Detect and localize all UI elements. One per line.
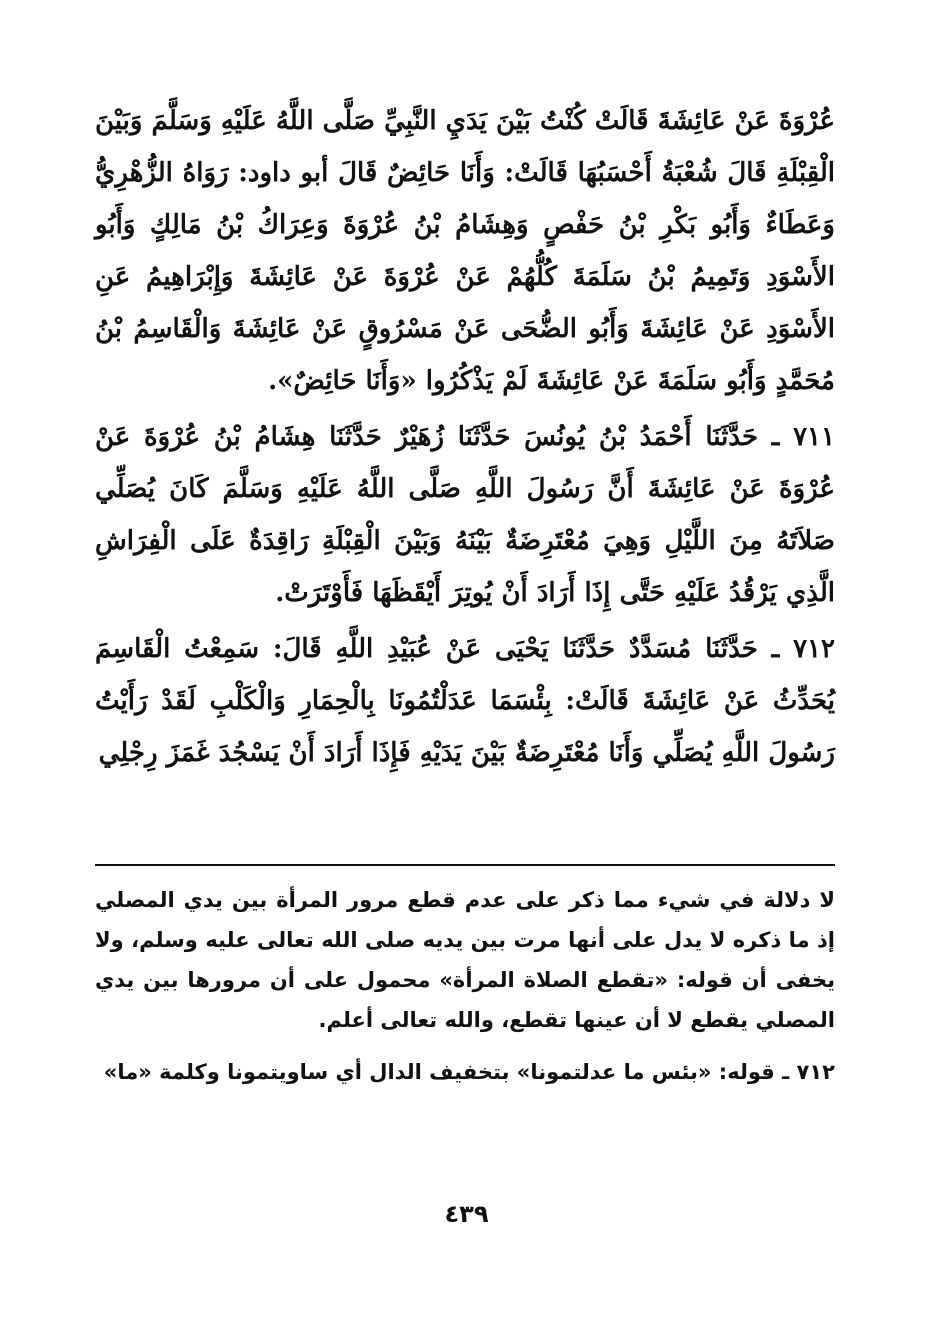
footnote-divider <box>95 864 835 866</box>
footnotes-block <box>95 880 835 1092</box>
main-text-block <box>95 95 835 779</box>
footnote-1: لا دلالة في شيء مما ذكر على عدم قطع مرور المرأة بين يدي المصلي إذ ما ذكره لا يدل على أنها مرت بين يديه صلى الله تعالى عليه وسلم، ولا يخفى أن قوله: «تقطع الصلاة المرأة» محمول على أن مرورها بين يدي المصلي يقطع لا أن عينها تقطع، والله تعالى أعلم. <box>95 888 835 1032</box>
page-number: ٤٣٩ <box>444 1200 489 1228</box>
hadith-paragraph-1: عُرْوَةَ عَنْ عَائِشَةَ قَالَتْ كُنْتُ بَيْنَ يَدَيِ النَّبِيِّ صَلَّى اللَّهُ عَلَيْهِ وَسَلَّمَ وَبَيْنَ الْقِبْلَةِ قَالَ شُعْبَةُ أَحْسَبُهَا قَالَتْ: وَأَنَا حَائِضٌ قَالَ أبو داود: رَوَاهُ الزُّهْرِيُّ وَعَطَاءٌ وَأَبُو بَكْرِ بْنُ حَفْصٍ وَهِشَامُ بْنُ عُرْوَةَ وَعِرَاكُ بْنُ مَالِكٍ وَأَبُو الأَسْوَدِ وَتَمِيمُ بْنُ سَلَمَةَ كُلُّهُمْ عَنْ عُرْوَةَ عَنْ عَائِشَةَ وَإِبْرَاهِيمُ عَنِ الأَسْوَدِ عَنْ عَائِشَةَ وَأَبُو الضُّحَى عَنْ مَسْرُوقٍ عَنْ عَائِشَةَ وَالْقَاسِمُ بْنُ مُحَمَّدٍ وَأَبُو سَلَمَةَ عَنْ عَائِشَةَ لَمْ يَذْكُرُوا «وَأَنَا حَائِضٌ». <box>95 106 835 396</box>
hadith-paragraph-712: ٧١٢ ـ حَدَّثَنَا مُسَدَّدٌ حَدَّثَنَا يَحْيَى عَنْ عُبَيْدِ اللَّهِ قَالَ: سَمِعْتُ الْقَاسِمَ يُحَدِّثُ عَنْ عَائِشَةَ قَالَتْ: بِئْسَمَا عَدَلْتُمُونَا بِالْحِمَارِ وَالْكَلْبِ لَقَدْ رَأَيْتُ رَسُولَ اللَّهِ يُصَلِّي وَأَنَا مُعْتَرِضَةٌ بَيْنَ يَدَيْهِ فَإِذَا أَرَادَ أَنْ يَسْجُدَ غَمَزَ رِجْلِي <box>95 634 835 768</box>
hadith-paragraph-711: ٧١١ ـ حَدَّثَنَا أَحْمَدُ بْنُ يُونُسَ حَدَّثَنَا زُهَيْرٌ حَدَّثَنَا هِشَامُ بْنُ عُرْوَةَ عَنْ عُرْوَةَ عَنْ عَائِشَةَ أَنَّ رَسُولَ اللَّهِ صَلَّى اللَّهُ عَلَيْهِ وَسَلَّمَ كَانَ يُصَلِّي صَلاَتَهُ مِنَ اللَّيْلِ وَهِيَ مُعْتَرِضَةٌ بَيْنَهُ وَبَيْنَ الْقِبْلَةِ رَاقِدَةٌ عَلَى الْفِرَاشِ الَّذِي يَرْقُدُ عَلَيْهِ حَتَّى إِذَا أَرَادَ أَنْ يُوتِرَ أَيْقَظَهَا فَأَوْتَرَتْ. <box>95 422 835 608</box>
footnote-712: ٧١٢ ـ قوله: «بئس ما عدلتمونا» بتخفيف الدال أي ساويتمونا وكلمة «ما» <box>103 1060 835 1084</box>
